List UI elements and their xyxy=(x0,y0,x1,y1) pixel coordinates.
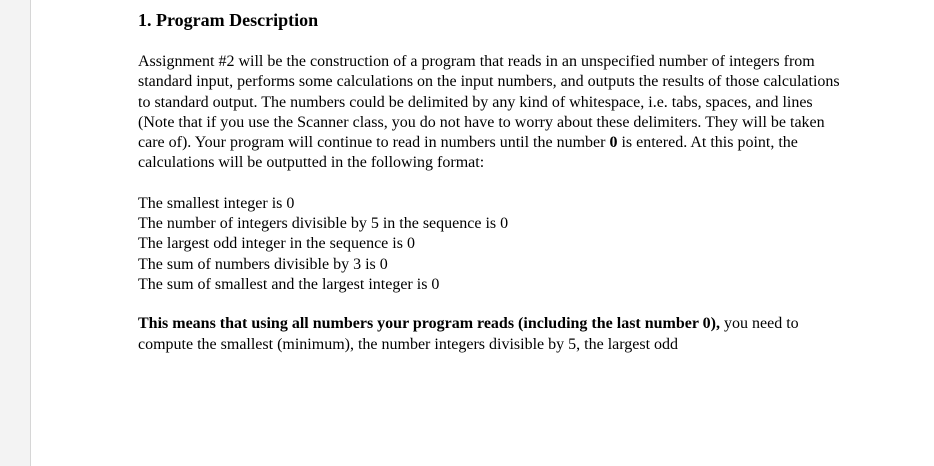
intro-text-part2: is entered. At this point, the calculations will be outputted in the following format: xyxy=(138,134,798,172)
output-line: The largest odd integer in the sequence is 0 xyxy=(138,235,415,253)
output-line: The sum of numbers divisible by 3 is 0 xyxy=(138,255,388,273)
intro-bold-zero: 0 xyxy=(609,134,618,152)
section-heading: 1. Program Description xyxy=(138,10,319,30)
closing-bold-text: This means that using all numbers your program reads (including the last number 0), xyxy=(138,315,721,333)
output-format-block xyxy=(138,194,848,295)
document-page xyxy=(31,0,934,466)
output-line: The sum of smallest and the largest integer is 0 xyxy=(138,275,440,293)
output-line: The smallest integer is 0 xyxy=(138,194,295,212)
closing-text: you need to compute the smallest (minimum), the number integers divisible by 5, the largest odd xyxy=(138,315,799,353)
intro-text-part1: Assignment #2 will be the construction of a program that reads in an unspecified number of integers from standard input, performs some calculations on the input numbers, and outputs the results of those calculations to standard output. The numbers could be delimited by any kind of whitespace, i.e. tabs, spaces, and lines (Note that if you use the Scanner class, you do not have to worry about these delimiters. They will be taken care of). Your program will continue to read in numbers until the number xyxy=(138,53,840,152)
closing-paragraph xyxy=(138,314,848,355)
output-line: The number of integers divisible by 5 in the sequence is 0 xyxy=(138,215,509,233)
left-margin-gutter xyxy=(0,0,31,466)
document-content xyxy=(138,8,848,355)
intro-paragraph xyxy=(138,52,848,174)
